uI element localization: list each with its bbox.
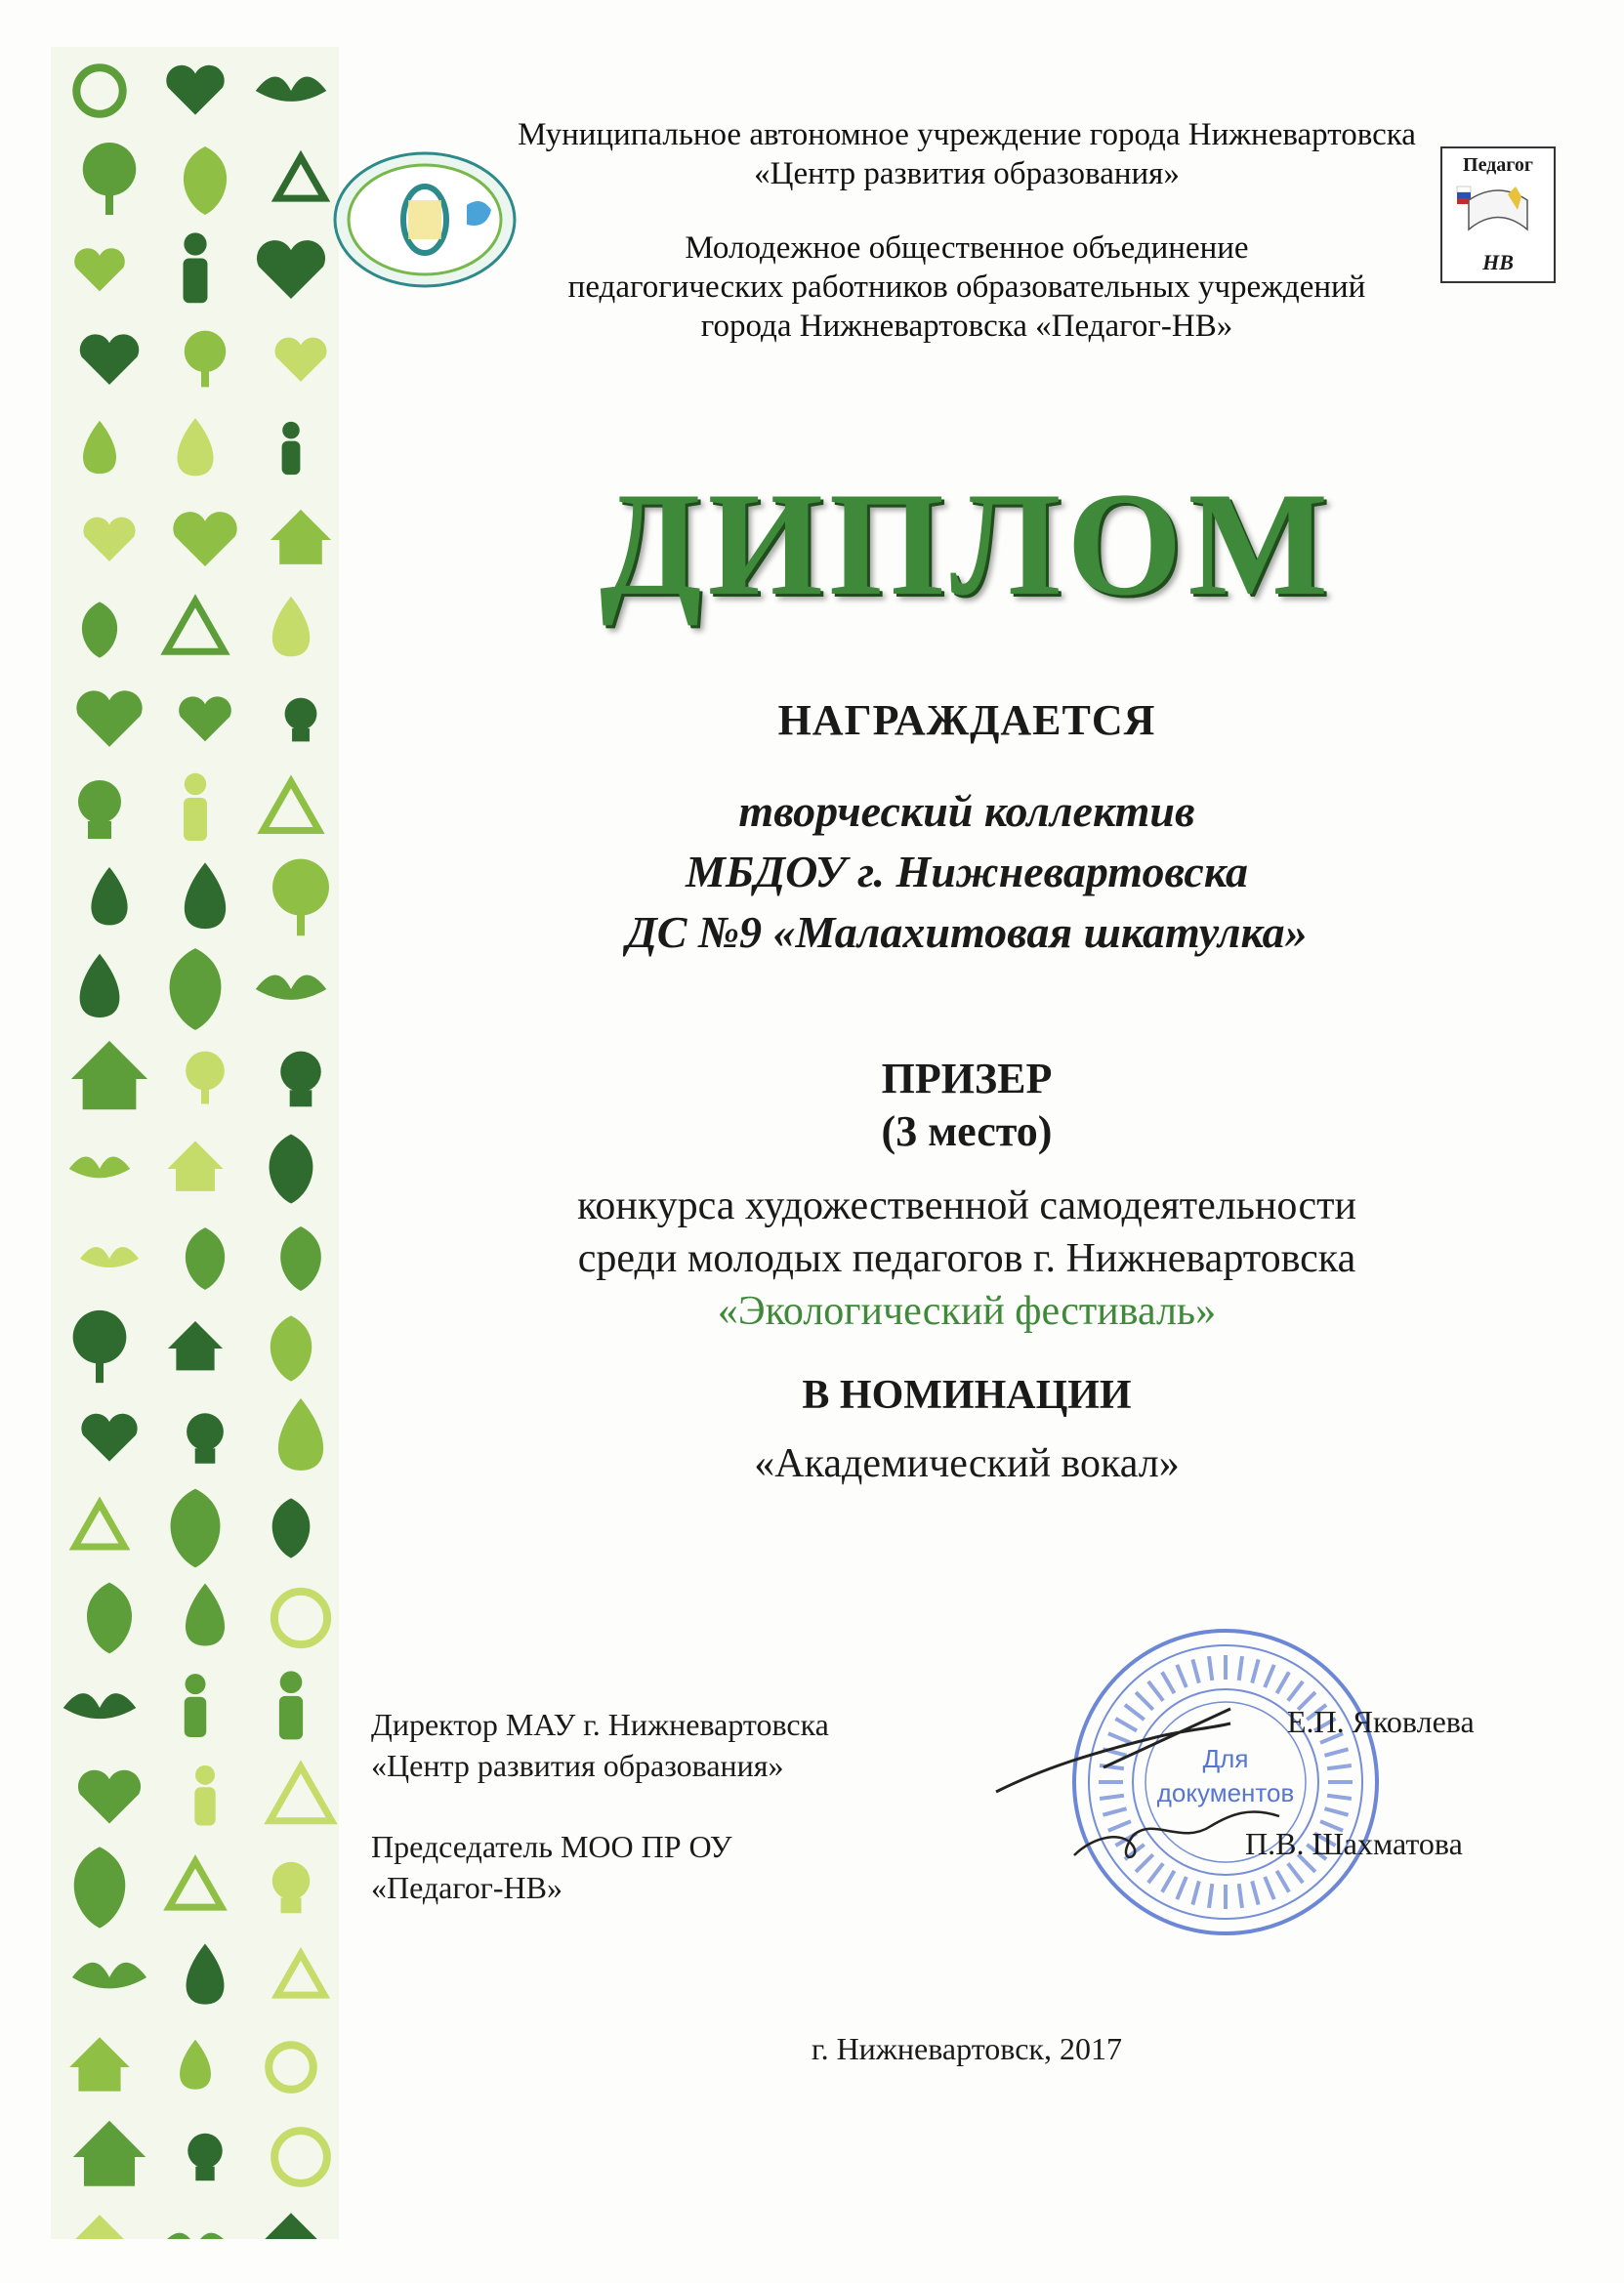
drop-icon <box>80 954 120 1017</box>
bird-icon <box>69 1157 130 1179</box>
heart-icon <box>74 248 125 291</box>
place-title: ПРИЗЕР <box>881 1055 1053 1102</box>
bird-icon <box>63 1693 137 1719</box>
signer2-name: П.В. Шахматова <box>1245 1826 1463 1861</box>
place-rank: (3 место) <box>881 1107 1053 1155</box>
tree-trunk-icon <box>201 366 209 387</box>
signer1-name: Е.П. Яковлева <box>1287 1704 1475 1739</box>
diploma-title: ДИПЛОМ <box>600 462 1334 626</box>
heart-icon <box>173 512 236 566</box>
stamp-letter-mark <box>1239 1656 1242 1681</box>
leaf-icon <box>186 1227 225 1290</box>
stamp-letter-mark <box>1252 1659 1258 1682</box>
signer2-title-line1: Председатель МОО ПР ОУ <box>371 1829 732 1864</box>
recycle-icon <box>169 1861 222 1907</box>
leaf-icon <box>171 1489 221 1568</box>
house-icon <box>69 2037 130 2091</box>
stamp-letter-mark <box>1209 1884 1212 1908</box>
house-icon <box>73 2121 146 2186</box>
person-head-icon <box>280 1671 303 1693</box>
stamp-letter-mark <box>1177 1877 1187 1899</box>
house-icon <box>167 1141 223 1190</box>
drop-icon <box>187 1943 225 2004</box>
nomination-label: В НОМИНАЦИИ <box>802 1373 1132 1418</box>
stamp-letter-mark <box>1162 1672 1175 1693</box>
stamp-letter-mark <box>1265 1665 1274 1687</box>
org2-line1: Молодежное общественное объединение <box>685 230 1249 266</box>
org1-line2: «Центр развития образования» <box>754 156 1180 191</box>
nomination-name: «Академический вокал» <box>754 1441 1180 1486</box>
person-icon <box>185 1697 206 1737</box>
stamp-letter-mark <box>1288 1681 1303 1701</box>
stamp-letter-mark <box>1327 1765 1352 1768</box>
place <box>391 1053 1543 1158</box>
recipient-line1: творческий коллектив <box>738 786 1195 836</box>
leaf-icon <box>271 1315 312 1381</box>
person-icon <box>184 798 207 841</box>
eco-pattern-strip <box>51 47 339 2239</box>
drop-icon <box>177 418 213 476</box>
bird-icon <box>80 1247 139 1267</box>
stamp-letter-mark <box>1177 1665 1187 1687</box>
stamp-letter-mark <box>1277 1672 1290 1693</box>
tree-trunk-icon <box>297 907 305 935</box>
eco-icons-pattern <box>51 47 339 2239</box>
heart-icon <box>166 65 224 115</box>
leaf-icon <box>280 1226 321 1291</box>
house-icon <box>67 2215 132 2239</box>
contest-line1: конкурса художественной самодеятельности <box>577 1183 1356 1228</box>
globe-icon <box>274 2131 327 2183</box>
bulb-base-icon <box>195 1448 216 1463</box>
heart-icon <box>179 696 231 741</box>
stamp-letter-mark <box>1209 1656 1212 1681</box>
recipient-line2: МБДОУ г. Нижневартовска <box>686 847 1248 896</box>
contest-line2: среди молодых педагогов г. Нижневартовска <box>577 1236 1356 1281</box>
drop-icon <box>180 2040 211 2090</box>
stamp-letter-mark <box>1265 1877 1274 1899</box>
signer2-title <box>371 1826 732 1908</box>
drop-icon <box>272 597 310 656</box>
bird-icon <box>72 1963 146 1989</box>
bulb-base-icon <box>290 1090 312 1106</box>
stamp-letter-mark <box>1327 1796 1352 1799</box>
tree-trunk-icon <box>201 1085 209 1104</box>
recycle-icon <box>263 781 318 830</box>
recipient <box>391 781 1543 963</box>
stamp-letter-mark <box>1252 1881 1258 1904</box>
heart-icon <box>81 1414 137 1462</box>
contest-name: «Экологический фестиваль» <box>717 1289 1217 1334</box>
bulb-icon <box>187 2134 223 2169</box>
awarded-label: НАГРАЖДАЕТСЯ <box>777 696 1156 744</box>
leaf-icon <box>82 602 117 657</box>
stamp-letter-mark <box>1148 1681 1163 1701</box>
bulb-base-icon <box>88 821 111 839</box>
person-head-icon <box>186 1674 206 1694</box>
tree-icon <box>73 1310 127 1364</box>
leaf-icon <box>87 1583 132 1654</box>
drop-icon <box>186 1583 225 1645</box>
recycle-icon <box>75 1504 125 1547</box>
drop-icon <box>91 867 127 925</box>
bulb-base-icon <box>280 1898 301 1914</box>
person-icon <box>194 1787 215 1825</box>
leaf-icon <box>272 1498 311 1557</box>
stamp-letter-mark <box>1324 1749 1348 1755</box>
bulb-base-icon <box>292 728 310 741</box>
bulb-icon <box>285 698 317 730</box>
bulb-icon <box>280 1052 321 1093</box>
heart-icon <box>78 1770 141 1824</box>
emblem-bottom-text: НВ <box>1482 250 1514 274</box>
tree-trunk-icon <box>105 188 113 215</box>
tree-icon <box>186 1052 225 1091</box>
house-icon <box>168 1321 223 1370</box>
signer2-title-line2: «Педагог-НВ» <box>371 1870 562 1905</box>
person-icon <box>184 259 208 304</box>
stamp-letter-mark <box>1239 1884 1242 1908</box>
person-icon <box>282 441 301 475</box>
drop-icon <box>83 421 116 474</box>
recycle-icon <box>166 601 224 651</box>
recipient-line3: ДС №9 «Малахитовая шкатулка» <box>626 907 1308 957</box>
signer1-title <box>371 1704 829 1786</box>
stamp-letter-mark <box>1324 1808 1348 1814</box>
stamp-letter-mark <box>1192 1881 1198 1904</box>
heart-icon <box>275 338 327 382</box>
emblem-top-text: Педагог <box>1463 154 1533 176</box>
place-and-year: г. Нижневартовск, 2017 <box>812 2031 1122 2066</box>
bulb-icon <box>187 1413 224 1450</box>
bulb-base-icon <box>195 2167 214 2181</box>
org2-line2: педагогических работников образовательных учреждений <box>567 270 1366 305</box>
contest-description <box>391 1180 1543 1338</box>
org1-line1: Муниципальное автономное учреждение города Нижневартовска <box>518 117 1416 152</box>
heart-icon <box>76 690 142 747</box>
tree-icon <box>83 143 137 196</box>
person-head-icon <box>185 773 206 795</box>
drop-icon <box>185 862 226 929</box>
bulb-icon <box>78 780 121 823</box>
globe-icon <box>76 67 122 113</box>
stamp-letter-mark <box>1192 1659 1198 1682</box>
signer1-title-line1: Директор МАУ г. Нижневартовска <box>371 1707 829 1742</box>
signer1-title-line2: «Центр развития образования» <box>371 1748 784 1783</box>
bird-icon <box>256 975 326 1000</box>
house-icon <box>257 2213 325 2239</box>
stamp-inner-line2: документов <box>1156 1778 1295 1807</box>
globe-icon <box>269 2045 313 2090</box>
issuer-header <box>391 115 1543 346</box>
leaf-icon <box>184 146 227 215</box>
tree-icon <box>185 331 227 373</box>
house-icon <box>71 1041 147 1109</box>
recycle-icon <box>277 1954 324 1995</box>
bulb-icon <box>272 1862 311 1900</box>
person-head-icon <box>282 422 300 439</box>
heart-icon <box>80 334 139 385</box>
heart-icon <box>257 240 325 299</box>
person-icon <box>279 1696 303 1739</box>
tree-icon <box>272 859 329 916</box>
leaf-icon <box>74 1847 126 1928</box>
tree-trunk-icon <box>96 1356 104 1383</box>
heart-icon <box>83 518 135 561</box>
stamp-inner-line1: Для <box>1202 1744 1249 1773</box>
person-head-icon <box>184 232 206 255</box>
org2-line3: города Нижневартовска «Педагог-НВ» <box>700 309 1233 344</box>
house-icon <box>271 510 331 564</box>
person-head-icon <box>195 1765 215 1785</box>
bird-icon <box>160 2233 230 2239</box>
bird-icon <box>256 76 327 101</box>
recycle-icon <box>277 157 324 198</box>
globe-icon <box>274 1592 327 1644</box>
leaf-icon <box>270 1134 313 1203</box>
drop-icon <box>278 1398 323 1471</box>
recycle-icon <box>270 1766 331 1820</box>
leaf-icon <box>170 948 222 1030</box>
